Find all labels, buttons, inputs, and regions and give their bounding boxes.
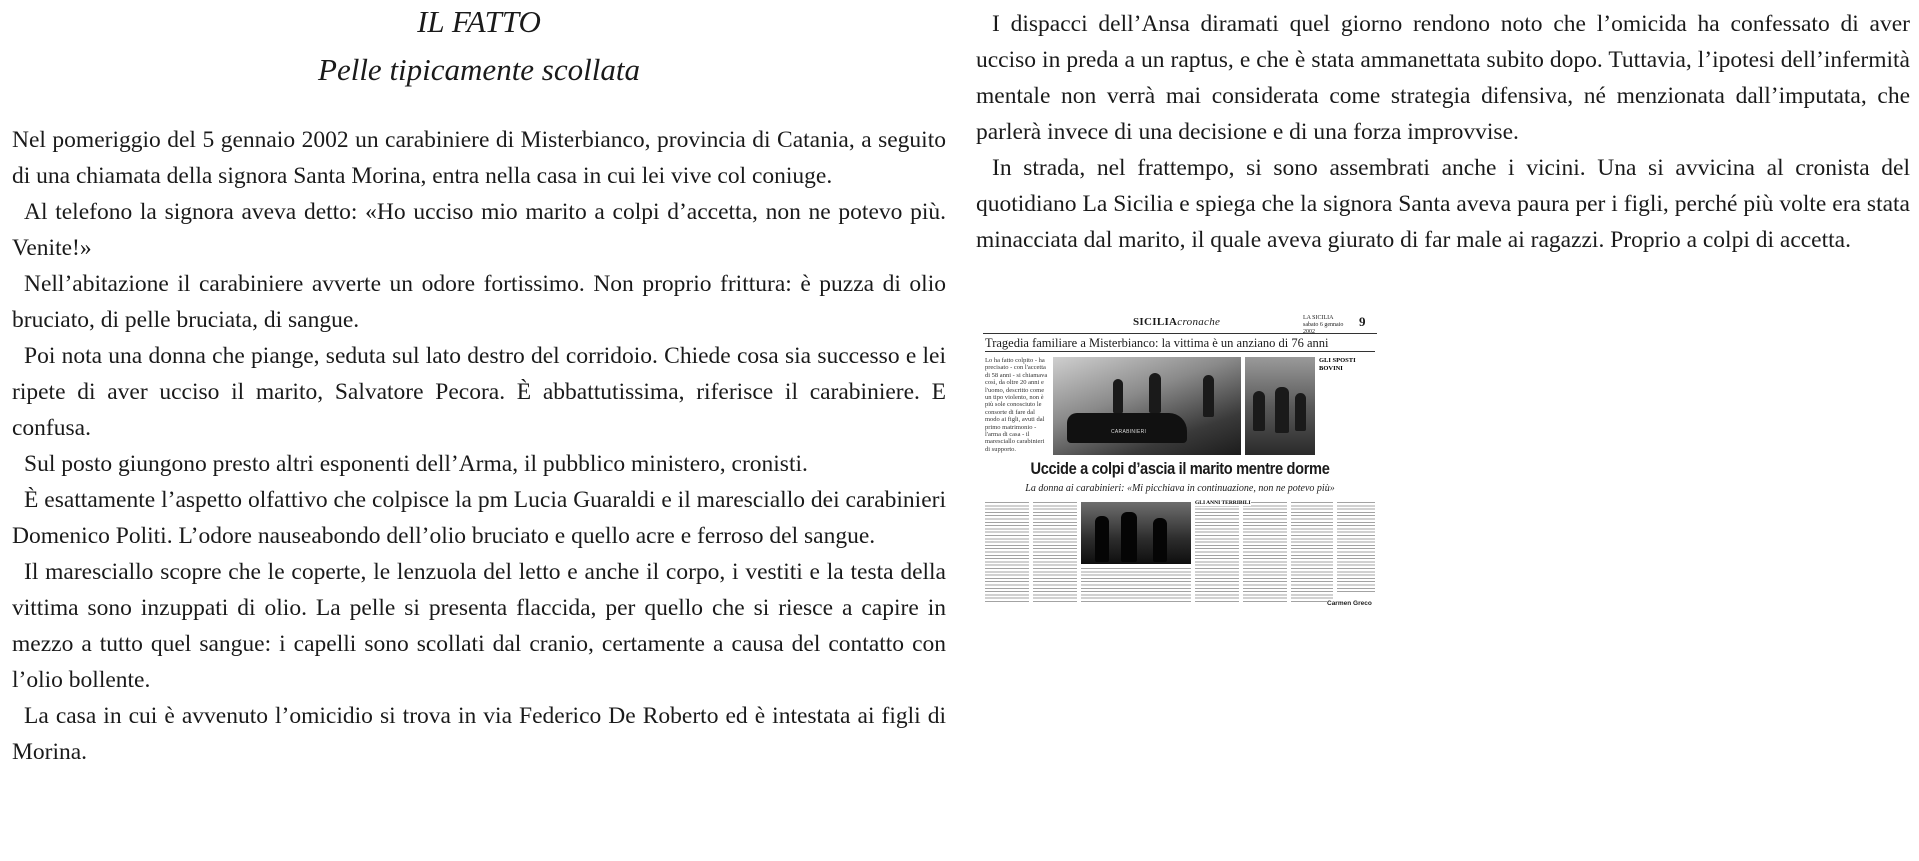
photo-person [1203,375,1214,417]
clipping-kicker: Tragedia familiare a Misterbianco: la vittima è un anziano di 76 anni [985,335,1375,352]
paragraph: Il maresciallo scopre che le coperte, le lenzuola del letto e anche il corpo, i vestiti e la testa della vittima sono inzuppati di olio. La pelle si presenta flaccida, per quello che si riesce a capire in mezzo a tutto quel sangue: i capelli sono scollati dal cranio, certamente a causa del contatto con l’olio bollente. [12,559,946,693]
photo-person [1149,373,1161,413]
paragraph: I dispacci dell’Ansa diramati quel giorno rendono noto che l’omicida ha confessato di aver ucciso in preda a un raptus, e che è stata ammanettata subito dopo. Tuttavia, l’ipotesi dell’infermità mentale non verrà mai considerata come strategia difensiva, né menzionata dall’imputata, che parlerà invece di una decisione e di una forza improvvise. [976,11,1910,145]
clipping-text-column [1033,502,1077,602]
clipping-text-column [985,502,1029,602]
photo-person [1121,512,1137,562]
clipping-subhead: GLI ANNI TERRIBILI [1195,500,1251,506]
paragraph: È esattamente l’aspetto olfattivo che colpisce la pm Lucia Guaraldi e il maresciallo dei carabinieri Domenico Politi. L’odore nauseabondo dell’olio bruciato e quello acre e ferroso del sangue. [12,487,946,549]
neighbors-photo [1245,357,1315,455]
clipping-deck: La donna ai carabinieri: «Mi picchiava in continuazione, non ne potevo più» [1025,483,1335,494]
photo-person [1113,379,1123,413]
left-body [12,122,946,770]
paragraph: Poi nota una donna che piange, seduta sul lato destro del corridoio. Chiede cosa sia successo e lei ripete di aver ucciso il marito, Salvatore Pecora. È abbattutissima, riferisce il carabiniere. E confusa. [12,343,946,441]
left-column [12,2,946,770]
clipping-section: SICILIAcronache [1133,316,1221,328]
police-car-label: CARABINIERI [1111,429,1147,435]
right-column [976,6,1910,258]
clipping-headline: Uccide a colpi d’ascia il marito mentre dorme [1030,459,1330,478]
chapter-title: IL FATTO [417,4,541,39]
photo-person [1295,393,1306,431]
photo-person [1275,387,1289,433]
paragraph: La casa in cui è avvenuto l’omicidio si trova in via Federico De Roberto ed è intestata ai figli di Morina. [12,703,946,765]
paragraph: Sul posto giungono presto altri esponenti dell’Arma, il pubblico ministero, cronisti. [24,451,808,477]
police-car [1067,413,1187,443]
clipping-masthead: LA SICILIA sabato 6 gennaio 2002 [1303,315,1344,335]
clipping-header [983,313,1377,334]
newspaper-clipping [983,313,1377,609]
clipping-signature: Carmen Greco [1327,600,1372,607]
paragraph: Nel pomeriggio del 5 gennaio 2002 un carabiniere di Misterbianco, provincia di Catania, a seguito di una chiamata della signora Santa Morina, entra nella casa in cui lei vive col coniuge. [12,127,946,189]
paragraph: Nell’abitazione il carabiniere avverte un odore fortissimo. Non proprio frittura: è puzza di olio bruciato, di pelle bruciata, di sangue. [12,271,946,333]
photo-person [1153,518,1167,562]
clipping-text-column [1337,502,1375,594]
clipping-text-column [1195,502,1239,602]
clipping-text-column [1081,568,1191,602]
paragraph: In strada, nel frattempo, si sono assembrati anche i vicini. Una si avvicina al cronista del quotidiano La Sicilia e spiega che la signora Santa aveva paura per i figli, perché più volte era stata minacciata dal marito, il quale aveva giurato di far male ai ragazzi. Proprio a colpi di accetta. [976,155,1910,253]
clipping-page-number: 9 [1359,314,1366,329]
paragraph: Al telefono la signora aveva detto: «Ho ucciso mio marito a colpi d’accetta, non ne potevo più. Venite!» [12,199,946,261]
chapter-subtitle: Pelle tipicamente scollata [318,52,640,87]
photo-person [1095,516,1109,562]
clipping-intro: Lo ha fatto colpito - ha precisato - con l'accetta di 58 anni - si chiamava così, da oltre 20 anni e l'uomo, descritto come un tipo violento, non è più sole conosciuto le consorte di fare dal modo ai figli, avuti dal primo matrimonio - l'arma di casa - il maresciallo carabinieri di supporto. [985,357,1048,453]
clipping-text-column [1243,502,1287,602]
clipping-text-column [1291,502,1333,602]
photo-person [1253,391,1265,431]
arrest-photo [1081,502,1191,564]
clipping-sidebar: GLI SPOSTI BOVINI [1319,357,1356,372]
crime-scene-photo [1053,357,1241,455]
